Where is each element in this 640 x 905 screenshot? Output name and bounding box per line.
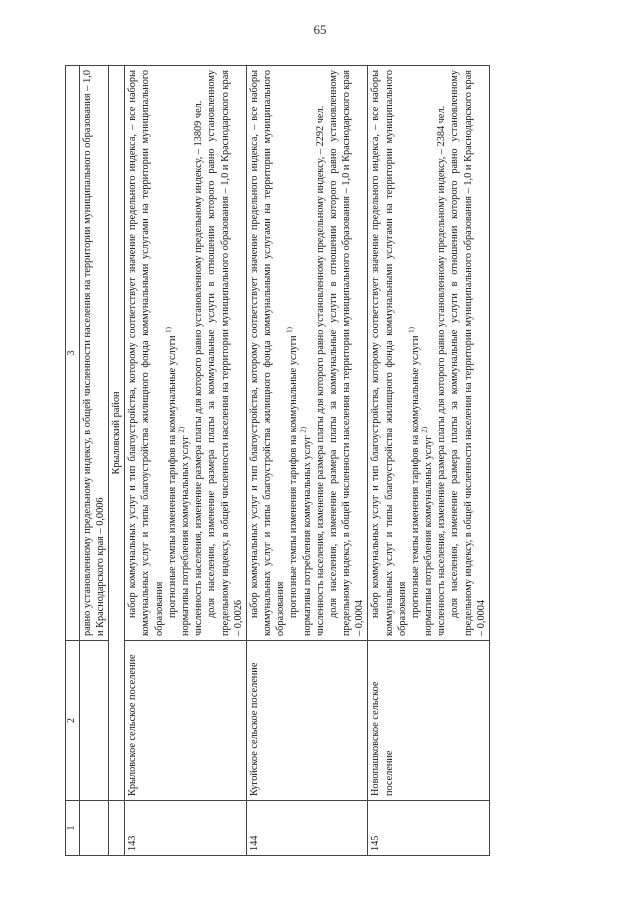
district-name: Крыловский район [109,66,125,801]
header-col-2: 2 [66,641,80,801]
row-description: набор коммунальных услуг и тип благоустройства, которому соответствует значение предельного индекса, – все наборы коммунальных услуг и типы благоустройства жилищного фонда коммунальными услугами на территории муниципального образования прогнозные темпы изменения тарифов на коммунальные услуги $^{1)}$ нормативы потребления коммунальных услуг $^{2)}$ численность населения, изменение размера платы для которого равно установленному предельному индексу, – 2384 чел. доля населения, изменение размера платы за коммунальные услуги в отношении которого равно установленному предельному индексу, в общей численности населения на территории муниципального образования – 1,0 и Краснодарского края – 0,0004 [368,66,490,641]
header-col-3: 3 [66,66,80,641]
data-table [65,65,490,856]
table-row [368,66,490,856]
page-number: 65 [313,22,327,37]
continuation-text: равно установленному предельному индексу, в общей численности населения на территории муниципального образования – 1,0 и Краснодарского края – 0,0006 [81,70,106,636]
table-row [246,66,368,856]
table-row [125,66,247,856]
row-description: набор коммунальных услуг и тип благоустройства, которому соответствует значение предельного индекса, – все наборы коммунальных услуг и типы благоустройства жилищного фонда коммунальными услугами на территории муниципального образования прогнозные темпы изменения тарифов на коммунальные услуги $^{1)}$ нормативы потребления коммунальных услуг $^{2)}$ численность населения, изменение размера платы для которого равно установленному предельному индексу, – 13809 чел. доля населения, изменение размера платы за коммунальные услуги в отношении которого равно установленному предельному индексу, в общей численности населения на территории муниципального образования – 1,0 и Краснодарского края – 0,0026 [125,66,247,641]
rotated-table-frame [65,66,580,856]
settlement-name: Новопашковское сельское поселение [368,641,490,801]
continuation-row [79,66,108,856]
row-number: 144 [246,801,368,856]
settlement-name: Крыловское сельское поселение [125,641,247,801]
district-row [109,66,125,856]
header-row [66,66,80,856]
settlement-name: Кугойское сельское поселение [246,641,368,801]
header-col-1: 1 [66,801,80,856]
row-number: 143 [125,801,247,856]
row-number: 145 [368,801,490,856]
row-description: набор коммунальных услуг и тип благоустройства, которому соответствует значение предельного индекса, – все наборы коммунальных услуг и типы благоустройства жилищного фонда коммунальными услугами на территории муниципального образования прогнозные темпы изменения тарифов на коммунальные услуги $^{1)}$ нормативы потребления коммунальных услуг $^{2)}$ численность населения, изменение размера платы для которого равно установленному предельному индексу, – 2292 чел. доля населения, изменение размера платы за коммунальные услуги в отношении которого равно установленному предельному индексу, в общей численности населения на территории муниципального образования – 1,0 и Краснодарского края – 0,0004 [246,66,368,641]
